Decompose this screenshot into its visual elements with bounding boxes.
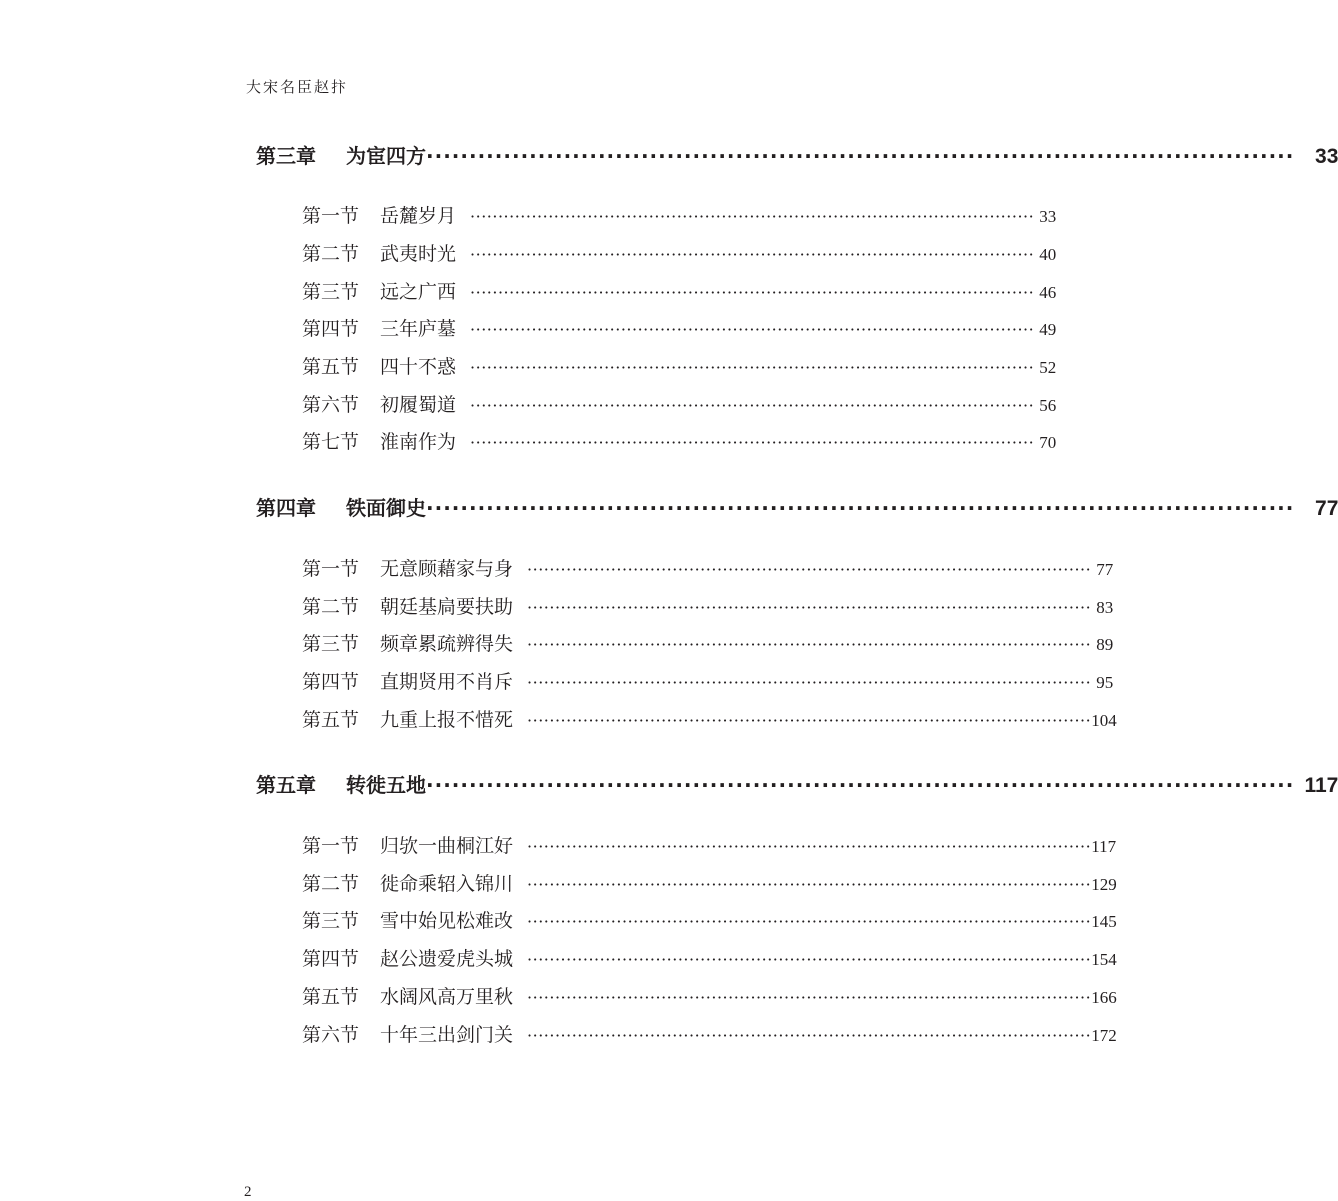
section-entry[interactable]	[302, 667, 1114, 694]
chapter-number: 第四章	[256, 496, 316, 520]
section-number: 第五节	[302, 986, 360, 1008]
section-entry[interactable]	[302, 944, 1117, 971]
dot-leader: ·····································································································	[527, 1026, 1092, 1045]
section-page: 166	[1091, 988, 1117, 1007]
section-entry[interactable]	[302, 427, 1057, 454]
page-number: 2	[244, 1184, 252, 1200]
dot-leader: ·····································································································	[470, 433, 1035, 452]
section-entry[interactable]	[302, 554, 1114, 581]
dot-leader: ·····································································································	[527, 673, 1092, 692]
chapter-entry[interactable]	[256, 492, 1338, 521]
section-number: 第六节	[302, 1024, 360, 1046]
section-number: 第一节	[302, 558, 360, 580]
chapter-title: 转徙五地	[346, 773, 426, 797]
section-title: 水阔风高万里秋	[380, 986, 514, 1008]
section-title: 十年三出剑门关	[380, 1024, 514, 1046]
dot-leader: ·····································································································	[527, 837, 1092, 856]
section-title: 朝廷基扃要扶助	[380, 596, 514, 618]
section-entry[interactable]	[302, 277, 1057, 304]
chapter-entry[interactable]	[256, 769, 1338, 798]
section-entry[interactable]	[302, 592, 1114, 619]
dot-leader: ·····································································································	[527, 635, 1092, 654]
section-title: 赵公遗爱虎头城	[380, 948, 514, 970]
section-entry[interactable]	[302, 705, 1117, 732]
section-page: 95	[1096, 673, 1114, 692]
section-page: 33	[1039, 207, 1057, 226]
chapter-entry[interactable]	[256, 140, 1338, 169]
section-entry[interactable]	[302, 201, 1057, 228]
chapter-number: 第五章	[256, 773, 316, 797]
section-title: 远之广西	[380, 281, 457, 303]
section-page: 77	[1096, 560, 1114, 579]
section-title: 武夷时光	[380, 243, 457, 265]
dot-leader: ·····································································································	[527, 560, 1092, 579]
section-page: 172	[1091, 1026, 1117, 1045]
dot-leader: ·····································································································	[470, 396, 1035, 415]
section-number: 第一节	[302, 835, 360, 857]
section-page: 49	[1039, 320, 1057, 339]
chapter-page: 33	[1315, 145, 1338, 168]
section-page: 129	[1091, 875, 1117, 894]
chapter-title: 铁面御史	[346, 496, 426, 520]
section-page: 104	[1091, 711, 1117, 730]
section-page: 145	[1091, 912, 1117, 931]
section-page: 83	[1096, 598, 1114, 617]
section-title: 九重上报不惜死	[380, 709, 514, 731]
section-number: 第三节	[302, 910, 360, 932]
section-number: 第六节	[302, 394, 360, 416]
dot-leader: ·····································································································	[426, 773, 1295, 797]
dot-leader: ·····································································································	[527, 988, 1092, 1007]
section-title: 无意顾藉家与身	[380, 558, 514, 580]
section-number: 第四节	[302, 948, 360, 970]
section-title: 频章累疏辨得失	[380, 633, 514, 655]
dot-leader: ·····································································································	[527, 875, 1092, 894]
section-title: 徙命乘轺入锦川	[380, 873, 514, 895]
section-title: 归欤一曲桐江好	[380, 835, 514, 857]
section-number: 第二节	[302, 596, 360, 618]
section-title: 淮南作为	[380, 431, 457, 453]
section-title: 雪中始见松难改	[380, 910, 514, 932]
section-title: 三年庐墓	[380, 318, 457, 340]
dot-leader: ·····································································································	[470, 320, 1035, 339]
section-number: 第三节	[302, 633, 360, 655]
section-page: 46	[1039, 283, 1057, 302]
dot-leader: ·····································································································	[527, 711, 1092, 730]
dot-leader: ·····································································································	[470, 245, 1035, 264]
section-page: 117	[1091, 837, 1117, 856]
section-page: 40	[1039, 245, 1057, 264]
section-entry[interactable]	[302, 629, 1114, 656]
section-entry[interactable]	[302, 831, 1117, 858]
dot-leader: ·····································································································	[527, 598, 1092, 617]
section-number: 第四节	[302, 671, 360, 693]
chapter-number: 第三章	[256, 144, 316, 168]
running-head: 大宋名臣赵抃	[246, 78, 349, 96]
dot-leader: ·····································································································	[527, 912, 1092, 931]
section-title: 初履蜀道	[380, 394, 457, 416]
section-number: 第一节	[302, 205, 360, 227]
dot-leader: ·····································································································	[470, 283, 1035, 302]
section-entry[interactable]	[302, 314, 1057, 341]
section-entry[interactable]	[302, 1020, 1117, 1047]
section-number: 第五节	[302, 356, 360, 378]
section-title: 四十不惑	[380, 356, 457, 378]
section-entry[interactable]	[302, 239, 1057, 266]
chapter-page: 77	[1315, 497, 1338, 520]
dot-leader: ·····································································································	[470, 207, 1035, 226]
section-page: 154	[1091, 950, 1117, 969]
section-title: 直期贤用不肖斥	[380, 671, 514, 693]
chapter-page: 117	[1304, 774, 1338, 797]
chapter-title: 为宦四方	[346, 144, 426, 168]
section-page: 52	[1039, 358, 1057, 377]
section-number: 第五节	[302, 709, 360, 731]
section-number: 第三节	[302, 281, 360, 303]
section-number: 第二节	[302, 873, 360, 895]
section-entry[interactable]	[302, 906, 1117, 933]
section-entry[interactable]	[302, 869, 1117, 896]
dot-leader: ·····································································································	[470, 358, 1035, 377]
section-entry[interactable]	[302, 352, 1057, 379]
section-entry[interactable]	[302, 390, 1057, 417]
dot-leader: ·····································································································	[426, 496, 1295, 520]
section-page: 89	[1096, 635, 1114, 654]
section-number: 第二节	[302, 243, 360, 265]
section-entry[interactable]	[302, 982, 1117, 1009]
section-title: 岳麓岁月	[380, 205, 457, 227]
section-page: 70	[1039, 433, 1057, 452]
dot-leader: ·····································································································	[527, 950, 1092, 969]
dot-leader: ·····································································································	[426, 144, 1295, 168]
section-number: 第四节	[302, 318, 360, 340]
section-page: 56	[1039, 396, 1057, 415]
section-number: 第七节	[302, 431, 360, 453]
